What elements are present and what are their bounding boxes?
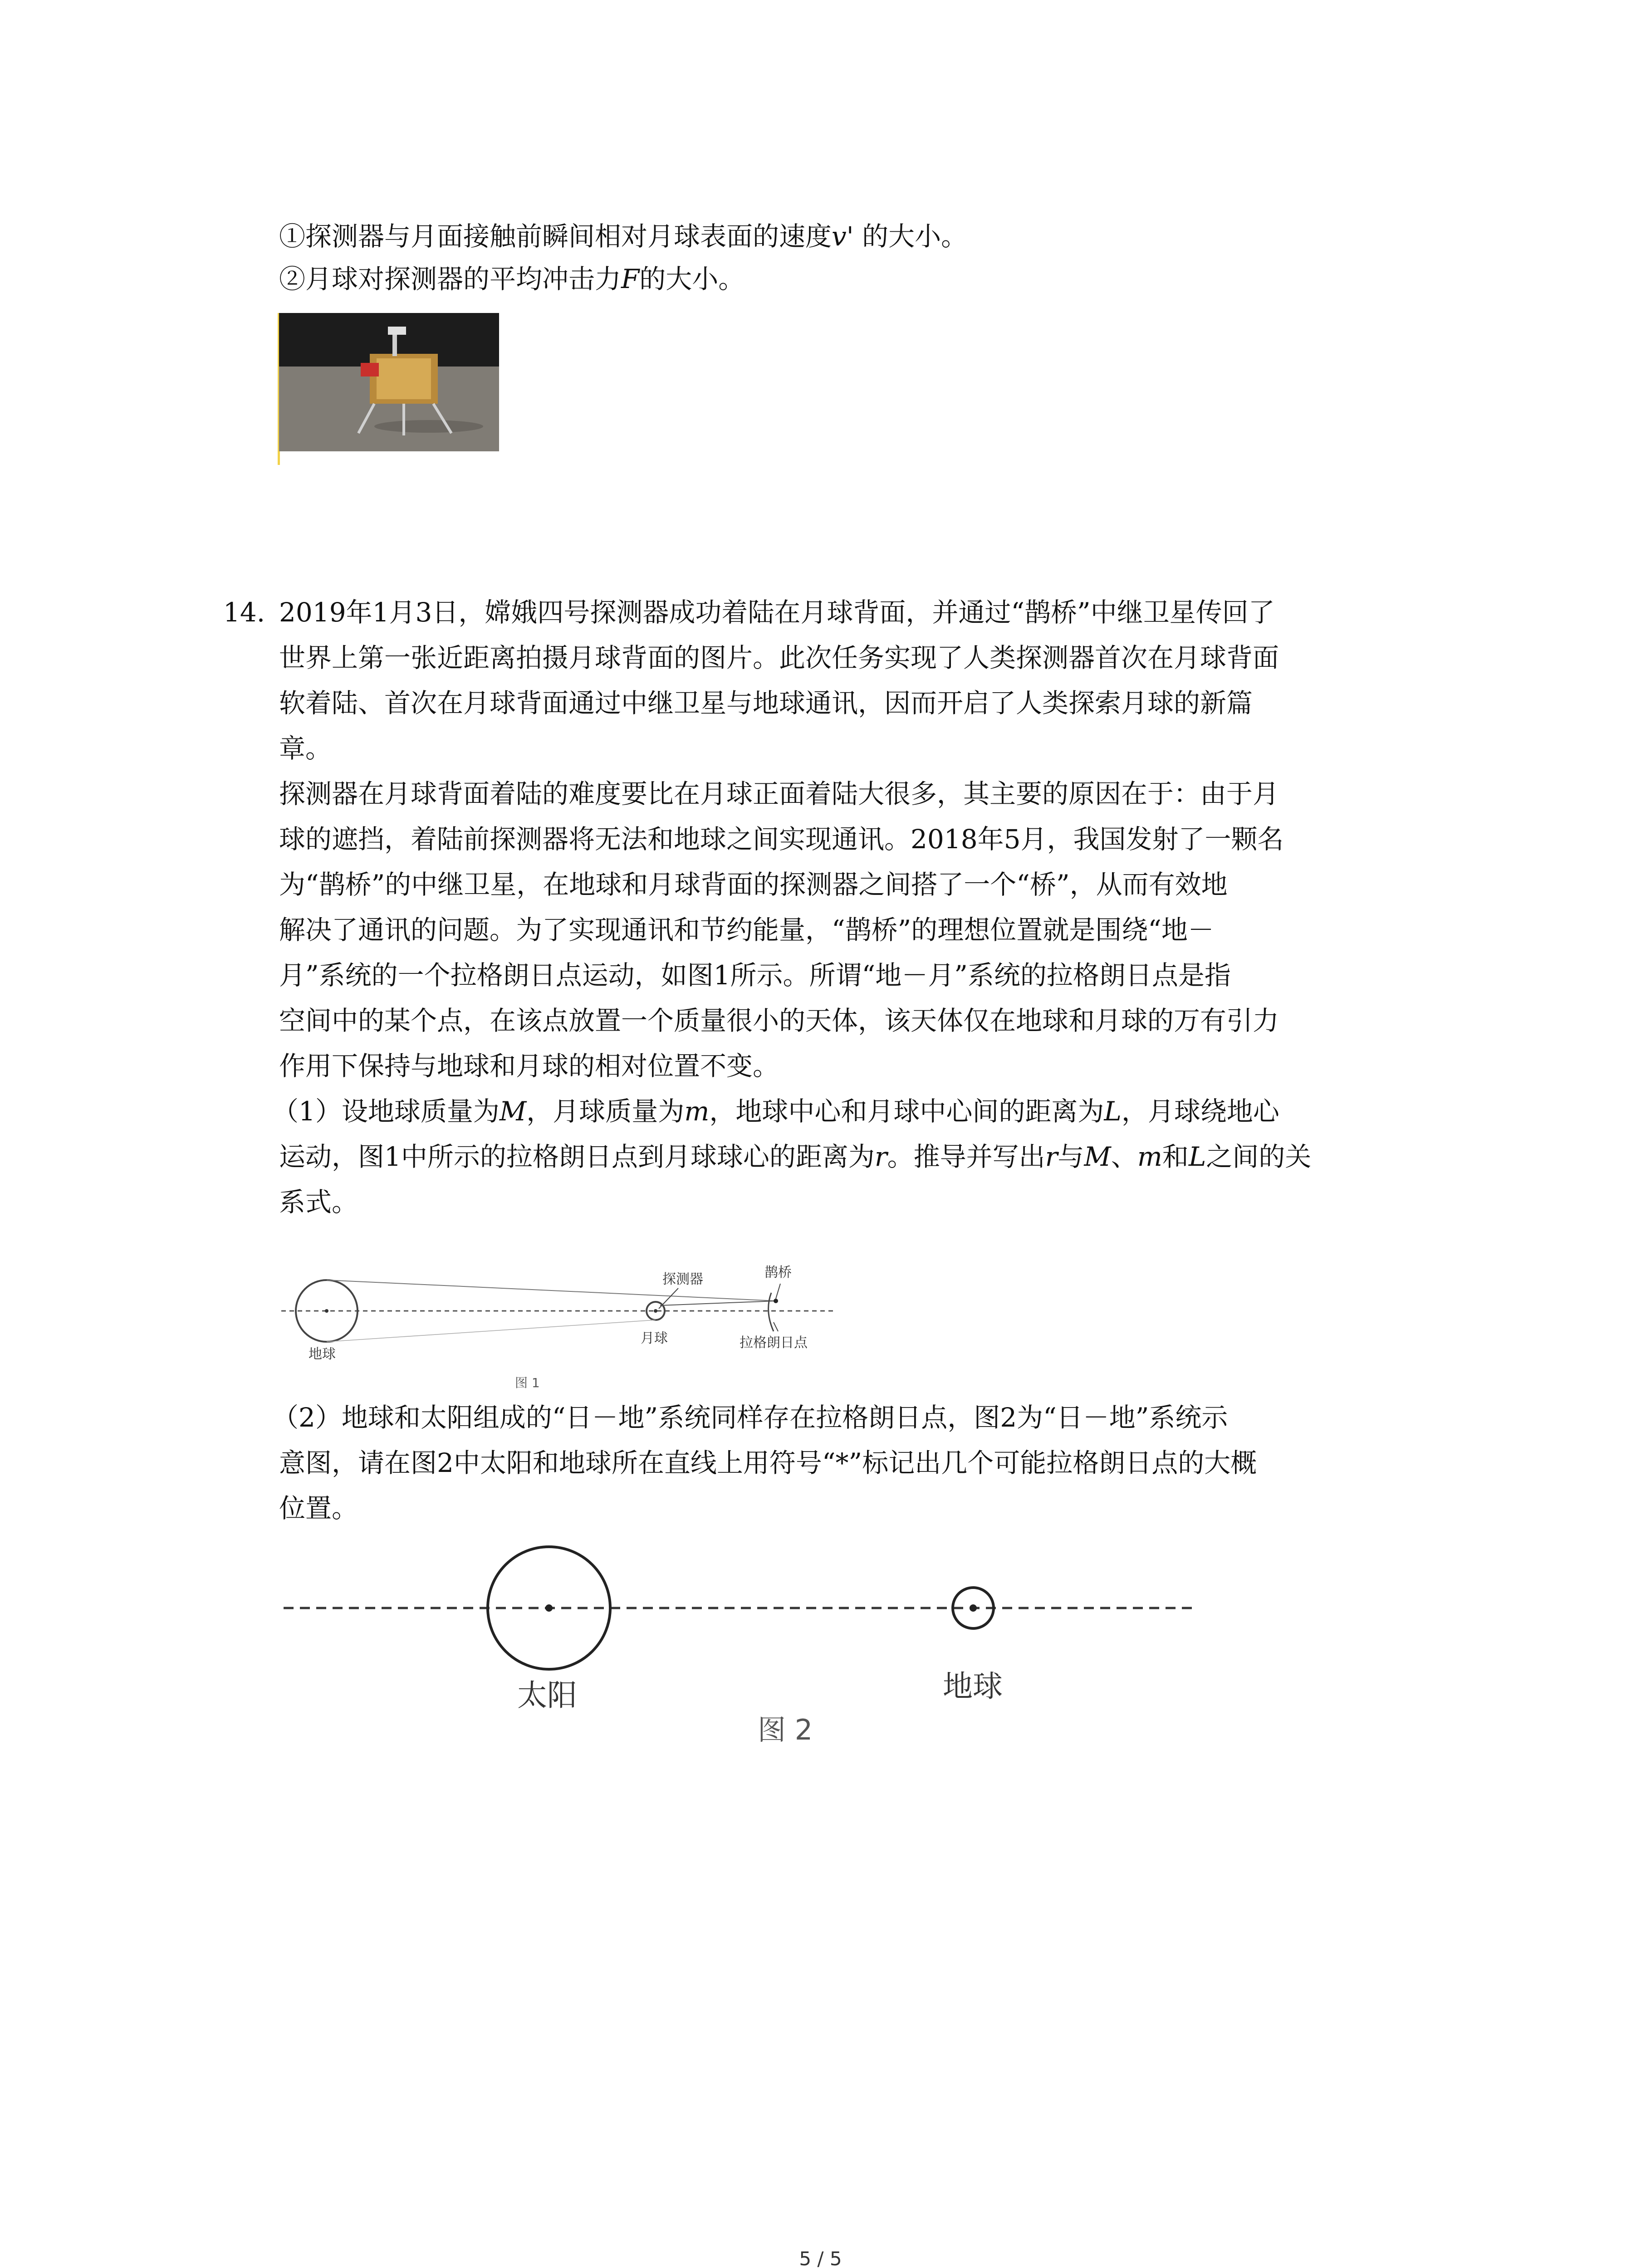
q14-p1-line-2: 世界上第一张近距离拍摄月球背面的图片。此次任务实现了人类探测器首次在月球背面 [279,642,1279,673]
fig2-sun-label: 太阳 [517,1678,577,1713]
fig1-lagrange-label: 拉格朗日点 [740,1335,808,1351]
sub2-line-3: 位置。 [279,1493,358,1524]
q14-p2-line-6: 空间中的某个点，在该点放置一个质量很小的天体，该天体仅在地球和月球的万有引力 [279,1005,1279,1036]
question-number: 14. [223,597,265,628]
lander-photo [279,313,499,451]
item-2: ②月球对探测器的平均冲击力F的大小。 [279,264,745,294]
page-number: 5 / 5 [799,2248,842,2268]
sub1-line-1: （1）设地球质量为M，月球质量为m，地球中心和月球中心间的距离为L，月球绕地心 [272,1096,1279,1127]
sub2-line-1: （2）地球和太阳组成的“日－地”系统同样存在拉格朗日点，图2为“日－地”系统示 [272,1402,1228,1433]
sub1-line-3: 系式。 [279,1187,358,1217]
q14-p2-line-1: 探测器在月球背面着陆的难度要比在月球正面着陆大很多，其主要的原因在于：由于月 [279,778,1279,809]
q14-p2-line-7: 作用下保持与地球和月球的相对位置不变。 [279,1051,779,1081]
fig1-probe-label: 探测器 [662,1271,703,1287]
sub1-line-2: 运动，图1中所示的拉格朗日点到月球球心的距离为r。推导并写出r与M、m和L之间的关 [279,1141,1312,1172]
figure-2 [272,1529,1225,1765]
q14-p2-line-2: 球的遮挡，着陆前探测器将无法和地球之间实现通讯。2018年5月，我国发射了一颗名 [279,824,1284,855]
relay-orbit [769,1293,774,1331]
item-1: ①探测器与月面接触前瞬间相对月球表面的速度v' 的大小。 [279,221,968,252]
figure-1 [272,1234,862,1406]
fig1-caption: 图 1 [515,1375,540,1390]
q14-p2-line-5: 月”系统的一个拉格朗日点运动，如图1所示。所谓“地－月”系统的拉格朗日点是指 [279,960,1231,991]
q14-p1-line-3: 软着陆、首次在月球背面通过中继卫星与地球通讯，因而开启了人类探索月球的新篇 [279,688,1253,719]
fig1-relay-label: 鹊桥 [764,1265,792,1281]
fig2-caption: 图 2 [758,1713,813,1746]
q14-p1-line-4: 章。 [279,733,332,764]
fig1-moon-label: 月球 [641,1330,668,1346]
relay-satellite [774,1299,778,1303]
fig2-earth-label: 地球 [943,1669,1003,1704]
q14-p2-line-3: 为“鹊桥”的中继卫星，在地球和月球背面的探测器之间搭了一个“桥”，从而有效地 [279,869,1228,900]
fig1-earth-label: 地球 [309,1346,336,1362]
q14-p2-line-4: 解决了通讯的问题。为了实现通讯和节约能量，“鹊桥”的理想位置就是围绕“地－ [279,914,1214,945]
q14-p1-line-1: 2019年1月3日，嫦娥四号探测器成功着陆在月球背面，并通过“鹊桥”中继卫星传回了 [279,597,1275,628]
sub2-line-2: 意图，请在图2中太阳和地球所在直线上用符号“*”标记出几个可能拉格朗日点的大概 [279,1447,1257,1478]
